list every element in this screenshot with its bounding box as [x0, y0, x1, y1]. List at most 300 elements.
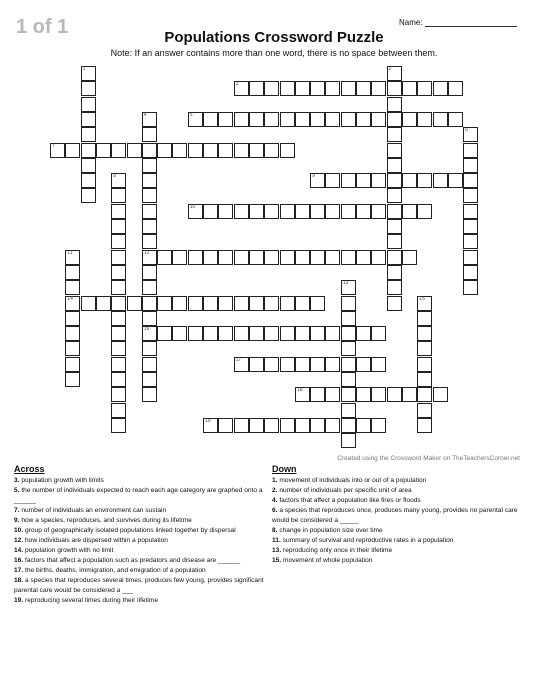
crossword-cell[interactable] — [295, 250, 310, 265]
crossword-cell[interactable] — [249, 326, 264, 341]
crossword-cell[interactable] — [463, 204, 478, 219]
crossword-cell[interactable] — [463, 158, 478, 173]
clue-number: 3 — [235, 81, 239, 88]
crossword-cell[interactable] — [387, 250, 402, 265]
crossword-cell[interactable] — [341, 204, 356, 219]
crossword-cell[interactable] — [111, 280, 126, 295]
crossword-cell[interactable] — [463, 265, 478, 280]
crossword-cell[interactable] — [325, 250, 340, 265]
crossword-cell[interactable] — [417, 112, 432, 127]
clue-number: 13 — [342, 280, 349, 287]
crossword-cell[interactable] — [96, 143, 111, 158]
across-clue — [14, 566, 264, 576]
crossword-cell[interactable] — [280, 418, 295, 433]
crossword-cell[interactable] — [234, 81, 249, 96]
clue-number: 5. — [14, 487, 22, 494]
crossword-cell[interactable] — [371, 357, 386, 372]
crossword-cell[interactable] — [203, 296, 218, 311]
crossword-cell[interactable] — [341, 250, 356, 265]
crossword-cell[interactable] — [172, 296, 187, 311]
crossword-cell[interactable] — [203, 112, 218, 127]
crossword-cell[interactable] — [433, 112, 448, 127]
crossword-cell[interactable] — [356, 250, 371, 265]
crossword-cell[interactable] — [81, 296, 96, 311]
crossword-cell[interactable] — [387, 97, 402, 112]
crossword-cell[interactable] — [111, 265, 126, 280]
crossword-cell[interactable] — [387, 66, 402, 81]
crossword-cell[interactable] — [463, 188, 478, 203]
clue-number: 19. — [14, 597, 25, 604]
crossword-cell[interactable] — [371, 326, 386, 341]
crossword-cell[interactable] — [111, 311, 126, 326]
down-clue — [272, 526, 520, 536]
crossword-cell[interactable] — [325, 112, 340, 127]
crossword-cell[interactable] — [234, 326, 249, 341]
crossword-cell[interactable] — [264, 357, 279, 372]
crossword-cell[interactable] — [402, 81, 417, 96]
crossword-cell[interactable] — [387, 188, 402, 203]
crossword-cell[interactable] — [157, 326, 172, 341]
crossword-cell[interactable] — [402, 250, 417, 265]
crossword-cell[interactable] — [280, 357, 295, 372]
crossword-cell[interactable] — [417, 403, 432, 418]
crossword-cell[interactable] — [417, 357, 432, 372]
crossword-cell[interactable] — [310, 204, 325, 219]
crossword-cell[interactable] — [142, 280, 157, 295]
crossword-cell[interactable] — [310, 81, 325, 96]
crossword-cell[interactable] — [325, 357, 340, 372]
clue-text: group of geographically isolated populations linked together by dispersal — [25, 527, 236, 534]
crossword-cell[interactable] — [417, 81, 432, 96]
crossword-cell[interactable] — [387, 204, 402, 219]
crossword-cell[interactable] — [142, 311, 157, 326]
crossword-cell[interactable] — [280, 326, 295, 341]
crossword-cell[interactable] — [65, 265, 80, 280]
clue-text: how individuals are dispersed within a population — [25, 537, 168, 544]
crossword-cell[interactable] — [463, 234, 478, 249]
crossword-cell[interactable] — [142, 188, 157, 203]
crossword-cell[interactable] — [448, 81, 463, 96]
crossword-cell[interactable] — [111, 234, 126, 249]
crossword-cell[interactable] — [218, 326, 233, 341]
clue-number: 8. — [272, 527, 280, 534]
crossword-cell[interactable] — [341, 81, 356, 96]
crossword-cell[interactable] — [111, 326, 126, 341]
crossword-cell[interactable] — [188, 326, 203, 341]
down-heading: Down — [272, 464, 297, 474]
crossword-cell[interactable] — [111, 188, 126, 203]
crossword-cell[interactable] — [65, 143, 80, 158]
crossword-cell[interactable] — [387, 265, 402, 280]
clue-number: 16. — [14, 557, 25, 564]
crossword-cell[interactable] — [356, 387, 371, 402]
crossword-cell[interactable] — [463, 173, 478, 188]
crossword-cell[interactable] — [325, 173, 340, 188]
crossword-cell[interactable] — [111, 418, 126, 433]
clue-number: 9. — [14, 517, 22, 524]
crossword-cell[interactable] — [463, 143, 478, 158]
crossword-cell[interactable] — [387, 387, 402, 402]
crossword-cell[interactable] — [417, 387, 432, 402]
crossword-cell[interactable] — [234, 204, 249, 219]
crossword-cell[interactable] — [264, 296, 279, 311]
crossword-cell[interactable] — [81, 143, 96, 158]
crossword-cell[interactable] — [142, 341, 157, 356]
crossword-cell[interactable] — [142, 372, 157, 387]
crossword-cell[interactable] — [387, 112, 402, 127]
crossword-cell[interactable] — [341, 296, 356, 311]
crossword-cell[interactable] — [295, 296, 310, 311]
clue-text: reproducing several times during their lifetime — [25, 597, 159, 604]
crossword-cell[interactable] — [157, 250, 172, 265]
name-label: Name: — [399, 18, 423, 27]
crossword-cell[interactable] — [81, 81, 96, 96]
down-clue — [272, 476, 520, 486]
crossword-cell[interactable] — [65, 372, 80, 387]
crossword-cell[interactable] — [172, 143, 187, 158]
crossword-cell[interactable] — [264, 418, 279, 433]
instruction-note: Note: If an answer contains more than one word, there is no space between them. — [110, 48, 438, 58]
crossword-cell[interactable] — [142, 296, 157, 311]
crossword-cell[interactable] — [142, 326, 157, 341]
crossword-cell[interactable] — [81, 127, 96, 142]
crossword-cell[interactable] — [142, 112, 157, 127]
across-clue — [14, 486, 264, 506]
crossword-cell[interactable] — [371, 204, 386, 219]
clue-number: 11 — [67, 249, 73, 256]
crossword-cell[interactable] — [310, 173, 325, 188]
clue-number: 11. — [272, 537, 283, 544]
crossword-cell[interactable] — [111, 357, 126, 372]
crossword-cell[interactable] — [142, 387, 157, 402]
clue-number: 2. — [272, 487, 280, 494]
crossword-cell[interactable] — [264, 143, 279, 158]
crossword-cell[interactable] — [295, 112, 310, 127]
crossword-cell[interactable] — [234, 112, 249, 127]
crossword-cell[interactable] — [341, 433, 356, 448]
crossword-cell[interactable] — [65, 250, 80, 265]
crossword-cell[interactable] — [81, 112, 96, 127]
crossword-cell[interactable] — [310, 250, 325, 265]
crossword-cell[interactable] — [249, 250, 264, 265]
crossword-cell[interactable] — [81, 66, 96, 81]
page-badge: 1 of 1 — [16, 16, 69, 38]
crossword-cell[interactable] — [280, 81, 295, 96]
clue-number: 12. — [14, 537, 25, 544]
crossword-cell[interactable] — [111, 341, 126, 356]
crossword-cell[interactable] — [218, 418, 233, 433]
crossword-cell[interactable] — [172, 250, 187, 265]
crossword-cell[interactable] — [341, 418, 356, 433]
crossword-cell[interactable] — [387, 81, 402, 96]
crossword-cell[interactable] — [371, 250, 386, 265]
crossword-cell[interactable] — [157, 143, 172, 158]
crossword-cell[interactable] — [356, 173, 371, 188]
crossword-cell[interactable] — [234, 143, 249, 158]
crossword-cell[interactable] — [371, 173, 386, 188]
clue-number: 2 — [388, 66, 392, 72]
crossword-cell[interactable] — [249, 418, 264, 433]
crossword-cell[interactable] — [111, 387, 126, 402]
crossword-cell[interactable] — [295, 326, 310, 341]
crossword-cell[interactable] — [218, 250, 233, 265]
crossword-cell[interactable] — [325, 326, 340, 341]
crossword-cell[interactable] — [310, 387, 325, 402]
crossword-cell[interactable] — [402, 173, 417, 188]
clue-number: 18. — [14, 577, 25, 584]
crossword-cell[interactable] — [203, 204, 218, 219]
crossword-cell[interactable] — [341, 357, 356, 372]
clue-number: 3. — [14, 477, 22, 484]
crossword-cell[interactable] — [448, 173, 463, 188]
crossword-cell[interactable] — [463, 219, 478, 234]
crossword-cell[interactable] — [203, 250, 218, 265]
across-clue — [14, 596, 264, 606]
crossword-cell[interactable] — [280, 250, 295, 265]
crossword-cell[interactable] — [50, 143, 65, 158]
crossword-cell[interactable] — [356, 204, 371, 219]
crossword-cell[interactable] — [234, 250, 249, 265]
crossword-cell[interactable] — [280, 112, 295, 127]
crossword-cell[interactable] — [341, 112, 356, 127]
crossword-cell[interactable] — [111, 219, 126, 234]
clue-number: 4. — [272, 497, 280, 504]
crossword-cell[interactable] — [111, 204, 126, 219]
crossword-cell[interactable] — [65, 357, 80, 372]
credit-line: Created using the Crossword Maker on TheTeachersCorner.net — [337, 455, 520, 462]
crossword-cell[interactable] — [341, 387, 356, 402]
crossword-cell[interactable] — [463, 280, 478, 295]
crossword-cell[interactable] — [295, 357, 310, 372]
crossword-cell[interactable] — [417, 296, 432, 311]
across-clue — [14, 476, 264, 486]
crossword-cell[interactable] — [325, 81, 340, 96]
clue-text: movement of whole population — [283, 557, 373, 564]
crossword-cell[interactable] — [310, 296, 325, 311]
crossword-cell[interactable] — [356, 326, 371, 341]
crossword-cell[interactable] — [249, 112, 264, 127]
crossword-cell[interactable] — [142, 357, 157, 372]
down-clue — [272, 506, 520, 526]
clue-text: the number of individuals expected to reach each age category are graphed onto a ______ — [14, 487, 263, 504]
crossword-cell[interactable] — [387, 296, 402, 311]
crossword-cell[interactable] — [249, 81, 264, 96]
crossword-cell[interactable] — [341, 173, 356, 188]
crossword-cell[interactable] — [81, 158, 96, 173]
crossword-cell[interactable] — [356, 357, 371, 372]
clue-number: 14. — [14, 547, 25, 554]
crossword-cell[interactable] — [111, 296, 126, 311]
crossword-cell[interactable] — [371, 387, 386, 402]
crossword-cell[interactable] — [310, 112, 325, 127]
crossword-cell[interactable] — [280, 296, 295, 311]
crossword-cell[interactable] — [325, 418, 340, 433]
clue-number: 9 — [312, 173, 315, 180]
clue-number: 18 — [296, 387, 303, 394]
crossword-cell[interactable] — [203, 326, 218, 341]
crossword-cell[interactable] — [142, 158, 157, 173]
crossword-cell[interactable] — [463, 250, 478, 265]
clue-number: 16 — [143, 326, 150, 333]
crossword-cell[interactable] — [81, 173, 96, 188]
crossword-cell[interactable] — [417, 418, 432, 433]
crossword-cell[interactable] — [249, 143, 264, 158]
crossword-cell[interactable] — [142, 250, 157, 265]
clue-text: reproducing only once in their lifetime — [283, 547, 393, 554]
crossword-cell[interactable] — [142, 219, 157, 234]
clue-number: 14 — [67, 295, 73, 302]
clue-number: 15. — [272, 557, 283, 564]
crossword-cell[interactable] — [157, 296, 172, 311]
across-clue — [14, 576, 264, 596]
crossword-cell[interactable] — [325, 387, 340, 402]
crossword-cell[interactable] — [81, 188, 96, 203]
clue-number: 6. — [272, 507, 280, 514]
across-clue — [14, 556, 264, 566]
crossword-cell[interactable] — [402, 112, 417, 127]
down-clue — [272, 556, 520, 566]
crossword-cell[interactable] — [341, 403, 356, 418]
crossword-cell[interactable] — [295, 204, 310, 219]
crossword-cell[interactable] — [127, 143, 142, 158]
crossword-cell[interactable] — [387, 219, 402, 234]
crossword-cell[interactable] — [280, 204, 295, 219]
down-clue — [272, 496, 520, 506]
crossword-cell[interactable] — [371, 81, 386, 96]
crossword-cell[interactable] — [433, 81, 448, 96]
clue-number: 4 — [143, 111, 147, 118]
crossword-cell[interactable] — [264, 112, 279, 127]
crossword-cell[interactable] — [111, 143, 126, 158]
crossword-cell[interactable] — [218, 204, 233, 219]
crossword-cell[interactable] — [341, 311, 356, 326]
clue-number: 12 — [143, 249, 150, 256]
crossword-cell[interactable] — [234, 296, 249, 311]
crossword-cell[interactable] — [264, 204, 279, 219]
crossword-cell[interactable] — [448, 112, 463, 127]
crossword-cell[interactable] — [417, 311, 432, 326]
crossword-cell[interactable] — [111, 173, 126, 188]
crossword-cell[interactable] — [96, 296, 111, 311]
crossword-cell[interactable] — [295, 387, 310, 402]
crossword-cell[interactable] — [341, 280, 356, 295]
crossword-cell[interactable] — [295, 81, 310, 96]
crossword-cell[interactable] — [402, 387, 417, 402]
crossword-cell[interactable] — [172, 326, 187, 341]
crossword-cell[interactable] — [65, 280, 80, 295]
crossword-cell[interactable] — [188, 250, 203, 265]
crossword-cell[interactable] — [463, 127, 478, 142]
crossword-cell[interactable] — [417, 372, 432, 387]
crossword-cell[interactable] — [65, 311, 80, 326]
clue-number: 10. — [14, 527, 25, 534]
crossword-cell[interactable] — [249, 357, 264, 372]
crossword-cell[interactable] — [341, 341, 356, 356]
clue-text: factors that affect a population such as predators and disease are ______ — [25, 557, 241, 564]
crossword-cell[interactable] — [142, 143, 157, 158]
crossword-cell[interactable] — [218, 143, 233, 158]
clue-text: summary of survival and reproductive rates in a population — [282, 537, 454, 544]
crossword-cell[interactable] — [188, 143, 203, 158]
crossword-cell[interactable] — [341, 326, 356, 341]
crossword-cell[interactable] — [249, 204, 264, 219]
crossword-cell[interactable] — [356, 418, 371, 433]
crossword-cell[interactable] — [142, 173, 157, 188]
crossword-cell[interactable] — [65, 326, 80, 341]
crossword-cell[interactable] — [203, 143, 218, 158]
crossword-cell[interactable] — [387, 143, 402, 158]
crossword-cell[interactable] — [417, 173, 432, 188]
crossword-cell[interactable] — [433, 173, 448, 188]
crossword-cell[interactable] — [142, 265, 157, 280]
crossword-cell[interactable] — [310, 357, 325, 372]
crossword-cell[interactable] — [433, 387, 448, 402]
clue-number: 17. — [14, 567, 25, 574]
crossword-cell[interactable] — [249, 296, 264, 311]
clue-text: number of individuals an environment can sustain — [21, 507, 167, 514]
crossword-cell[interactable] — [234, 418, 249, 433]
crossword-cell[interactable] — [264, 326, 279, 341]
crossword-cell[interactable] — [310, 326, 325, 341]
crossword-cell[interactable] — [387, 173, 402, 188]
crossword-cell[interactable] — [264, 250, 279, 265]
crossword-cell[interactable] — [356, 112, 371, 127]
crossword-cell[interactable] — [280, 143, 295, 158]
clue-text: movement of individuals into or out of a population — [279, 477, 427, 484]
crossword-cell[interactable] — [127, 296, 142, 311]
crossword-cell[interactable] — [387, 158, 402, 173]
crossword-cell[interactable] — [387, 234, 402, 249]
crossword-cell[interactable] — [111, 403, 126, 418]
clue-number: 1. — [272, 477, 280, 484]
crossword-cell[interactable] — [356, 81, 371, 96]
crossword-cell[interactable] — [417, 204, 432, 219]
crossword-cell[interactable] — [371, 112, 386, 127]
crossword-cell[interactable] — [218, 112, 233, 127]
crossword-cell[interactable] — [234, 357, 249, 372]
crossword-cell[interactable] — [310, 418, 325, 433]
crossword-cell[interactable] — [111, 372, 126, 387]
crossword-cell[interactable] — [295, 418, 310, 433]
crossword-cell[interactable] — [188, 296, 203, 311]
crossword-cell[interactable] — [81, 97, 96, 112]
clue-text: a species that reproduces several times, produces few young, provides significant parental care would be considered a ___ — [14, 577, 264, 594]
crossword-cell[interactable] — [417, 326, 432, 341]
crossword-cell[interactable] — [188, 112, 203, 127]
crossword-cell[interactable] — [402, 204, 417, 219]
crossword-cell[interactable] — [188, 204, 203, 219]
clue-text: population growth with no limit — [25, 547, 114, 554]
crossword-cell[interactable] — [142, 204, 157, 219]
crossword-cell[interactable] — [203, 418, 218, 433]
across-clue — [14, 516, 264, 526]
across-heading: Across — [14, 464, 45, 474]
crossword-cell[interactable] — [142, 127, 157, 142]
crossword-cell[interactable] — [65, 296, 80, 311]
crossword-cell[interactable] — [371, 418, 386, 433]
crossword-cell[interactable] — [218, 296, 233, 311]
crossword-cell[interactable] — [264, 81, 279, 96]
crossword-cell[interactable] — [417, 341, 432, 356]
crossword-cell[interactable] — [142, 234, 157, 249]
crossword-cell[interactable] — [325, 204, 340, 219]
crossword-cell[interactable] — [65, 341, 80, 356]
crossword-cell[interactable] — [387, 280, 402, 295]
crossword-cell[interactable] — [111, 250, 126, 265]
crossword-cell[interactable] — [341, 372, 356, 387]
clue-number: 7. — [14, 507, 22, 514]
crossword-cell[interactable] — [387, 127, 402, 142]
